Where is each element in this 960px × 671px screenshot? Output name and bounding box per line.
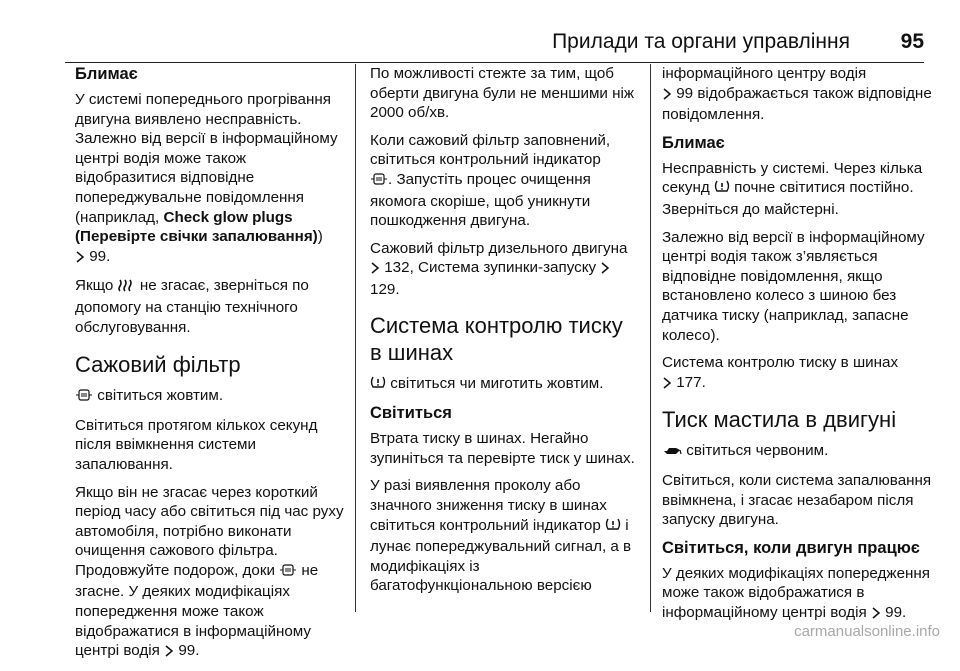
paragraph <box>370 476 640 596</box>
page-reference[interactable]: 99. <box>178 642 200 660</box>
reference-arrow-icon[interactable] <box>662 86 672 106</box>
page-reference[interactable]: 177. <box>676 373 706 391</box>
text: почне світитися постійно. Зверніться до майстерні. <box>662 179 914 218</box>
tire-pressure-icon <box>370 375 386 396</box>
subheading-blinking: Блимає <box>662 133 725 152</box>
column-3 <box>662 64 932 632</box>
reference-arrow-icon[interactable] <box>370 260 380 280</box>
text: Несправність у системі. Через кілька секунд <box>662 159 923 197</box>
text: У разі виявлення проколу або значного зниження тиску в шинах світиться контрольний індикатор <box>370 477 607 534</box>
paragraph <box>370 374 640 396</box>
text: не згасає, зверніться по допомогу на станцію технічного обслуговування. <box>75 277 309 336</box>
paragraph <box>370 131 640 231</box>
text: світиться чи миготить жовтим. <box>390 374 604 392</box>
text: світиться жовтим. <box>97 387 224 405</box>
paragraph <box>662 159 932 220</box>
text: 99 відображається також відповідне повідомлення. <box>662 84 932 124</box>
text: не згасне. У деяких модифікаціях попередження може також відображатися в інформаційному центрі водія <box>75 561 319 660</box>
message-text: Check glow plugs (Перевірте свічки запалювання) <box>75 208 318 246</box>
reference-arrow-icon[interactable] <box>600 260 610 280</box>
column-2 <box>370 64 640 604</box>
reference-arrow-icon[interactable] <box>871 605 881 625</box>
paragraph: Втрата тиску в шинах. Негайно зупиніться та перевірте тиск у шинах. <box>370 430 635 467</box>
text: і лунає попереджувальний сигнал, а в модифікаціях із багатофункціональною версією <box>370 516 632 595</box>
page-reference[interactable]: 99. <box>885 603 907 621</box>
text: Коли сажовий фільтр заповнений, світиться контрольний індикатор <box>370 131 611 169</box>
reference-arrow-icon[interactable] <box>75 249 85 269</box>
paragraph <box>662 353 932 394</box>
text: У деяких модифікаціях попередження може також відображатися в інформаційному центрі водія <box>662 564 931 621</box>
glow-plug-icon <box>118 278 136 298</box>
page-header <box>0 30 960 60</box>
paragraph <box>370 239 640 300</box>
text: інформаційного центру водія <box>662 65 867 82</box>
watermark: carmanualsonline.info <box>794 623 940 640</box>
section-heading-tire-pressure: Система контролю тиску в шинах <box>370 312 623 365</box>
paragraph <box>662 441 932 463</box>
soot-filter-icon <box>75 388 93 408</box>
text: Сажовий фільтр дизельного двигуна <box>370 239 628 257</box>
section-heading-soot-filter: Сажовий фільтр <box>75 352 241 378</box>
paragraph <box>662 564 932 625</box>
paragraph <box>662 64 932 125</box>
subheading-lit-engine-running: Світиться, коли двигун працює <box>662 538 920 557</box>
paragraph: Залежно від версії в інформаційному центрі водія також з’являється відповідне повідомлення, якщо встановлено колесо з шиною без датчика тиску (наприклад, запасне колесо). <box>662 228 925 344</box>
oil-pressure-icon <box>662 443 682 463</box>
paragraph <box>75 483 345 663</box>
soot-filter-icon <box>370 172 388 192</box>
column-divider-2 <box>650 64 651 612</box>
paragraph <box>75 276 345 337</box>
paragraph <box>75 90 345 268</box>
paragraph: Світиться протягом кількох секунд після ввімкнення системи запалювання. <box>75 416 318 473</box>
subheading-blinking: Блимає <box>75 65 138 83</box>
page-reference[interactable]: 132, Система зупинки-запуску <box>384 259 597 277</box>
page-number: 95 <box>900 30 924 53</box>
paragraph: Світиться, коли система запалювання ввімкнена, і згасає незабаром після запуску двигуна. <box>662 471 932 529</box>
text: Якщо він не згасає через короткий період часу або світиться під час руху автомобіля, потрібно виконати очищення сажового фільтра. Продовжуйте подорож, доки <box>75 483 344 579</box>
header-rule <box>65 62 924 63</box>
page-reference[interactable]: 129. <box>370 280 400 298</box>
page-reference[interactable]: 99. <box>89 247 111 265</box>
reference-arrow-icon[interactable] <box>164 643 174 663</box>
subheading-lit: Світиться <box>370 404 452 423</box>
text: світиться червоним. <box>686 442 829 460</box>
text: ) <box>317 228 323 246</box>
tire-pressure-icon <box>714 179 730 200</box>
tire-pressure-icon <box>605 517 621 538</box>
soot-filter-icon <box>279 563 297 583</box>
column-divider-1 <box>355 64 356 612</box>
header-title: Прилади та органи управління <box>552 30 850 53</box>
text: Система контролю тиску в шинах <box>662 354 899 372</box>
text: . Запустіть процес очищення якомога скоріше, щоб уникнути пошкодження двигуна. <box>370 170 591 230</box>
text: У системі попереднього прогрівання двигуна виявлено несправність. Залежно від версії в інформаційному центрі водія може також відобразитися відповідне попереджувальне повідомлення (наприклад, <box>75 91 338 226</box>
paragraph: По можливості стежте за тим, щоб оберти двигуна були не меншими ніж 2000 об/хв. <box>370 65 635 122</box>
paragraph <box>75 386 345 408</box>
text: Якщо <box>75 277 114 295</box>
column-1 <box>75 64 345 671</box>
reference-arrow-icon[interactable] <box>662 375 672 395</box>
section-heading-oil-pressure: Тиск мастила в двигуні <box>662 407 897 433</box>
